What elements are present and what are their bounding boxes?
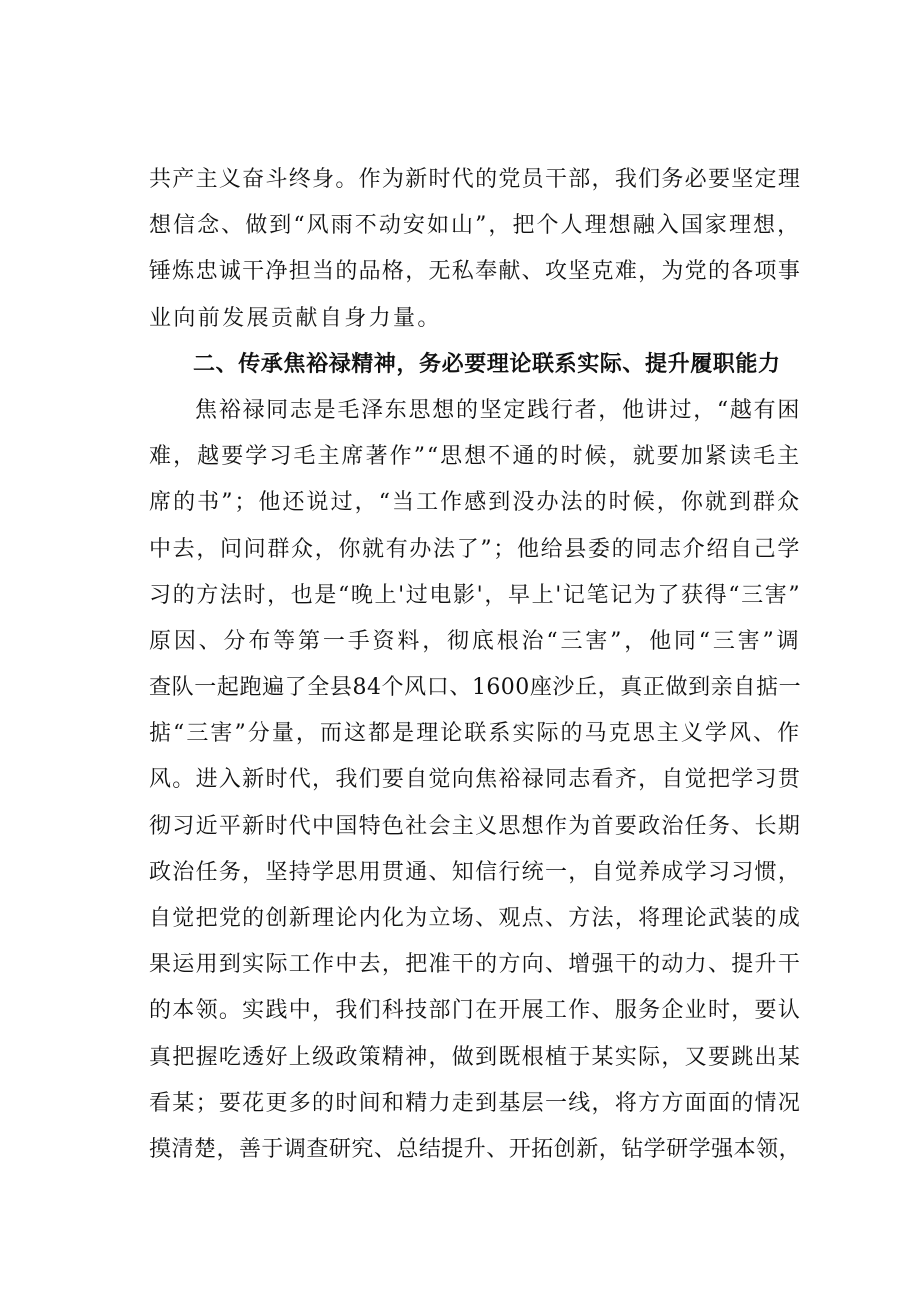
text-line: 摸清楚，善于调查研究、总结提升、开拓创新，钻学研学强本领， [149, 1136, 801, 1162]
text-line: 习的方法时，也是“晚上'过电影'，早上'记笔记为了获得“三害” [149, 582, 801, 608]
text-line: 自觉把党的创新理论内化为立场、观点、方法，将理论武装的成 [149, 906, 801, 931]
text-line: 中去，问问群众，你就有办法了”；他给县委的同志介绍自己学 [149, 536, 801, 562]
text-line: 原因、分布等第一手资料，彻底根治“三害”，他同“三害”调 [149, 628, 801, 654]
text-line: 政治任务，坚持学思用贯通、知信行统一，自觉养成学习习惯， [149, 859, 801, 885]
text-line: 业向前发展贡献自身力量。 [149, 305, 442, 331]
text-line: 查队一起跑遍了全县84个风口、1600座沙丘，真正做到亲自掂一 [149, 675, 801, 701]
section-heading: 二、传承焦裕禄精神，务必要理论联系实际、提升履职能力 [193, 351, 781, 377]
paragraph-ideals [149, 157, 801, 342]
text-line: 真把握吃透好上级政策精神，做到既根植于某实际，又要跳出某 [149, 1044, 801, 1070]
text-line: 风。进入新时代，我们要自觉向焦裕禄同志看齐，自觉把学习贯 [149, 767, 801, 793]
text-line: 的本领。实践中，我们科技部门在开展工作、服务企业时，要认 [149, 998, 801, 1024]
text-line: 锤炼忠诚干净担当的品格，无私奉献、攻坚克难，为党的各项事 [149, 259, 801, 285]
text-line: 彻习近平新时代中国特色社会主义思想作为首要政治任务、长期 [149, 813, 801, 839]
text-line: 难，越要学习毛主席著作”“思想不通的时候，就要加紧读毛主 [149, 444, 801, 470]
document-body [149, 157, 801, 1173]
text-line: 共产主义奋斗终身。作为新时代的党员干部，我们务必要坚定理 [149, 167, 801, 192]
text-line: 想信念、做到“风雨不动安如山”，把个人理想融入国家理想， [149, 213, 801, 239]
text-line: 掂“三害”分量，而这都是理论联系实际的马克思主义学风、作 [149, 721, 801, 747]
paragraph-jiao-yulu [149, 388, 801, 1173]
text-line: 看某；要花更多的时间和精力走到基层一线，将方方面面的情况 [149, 1090, 801, 1116]
text-line: 焦裕禄同志是毛泽东思想的坚定践行者，他讲过，“越有困 [195, 397, 801, 423]
text-line: 果运用到实际工作中去，把准干的方向、增强干的动力、提升干 [149, 952, 801, 978]
text-line: 席的书”；他还说过，“当工作感到没办法的时候，你就到群众 [149, 490, 801, 516]
